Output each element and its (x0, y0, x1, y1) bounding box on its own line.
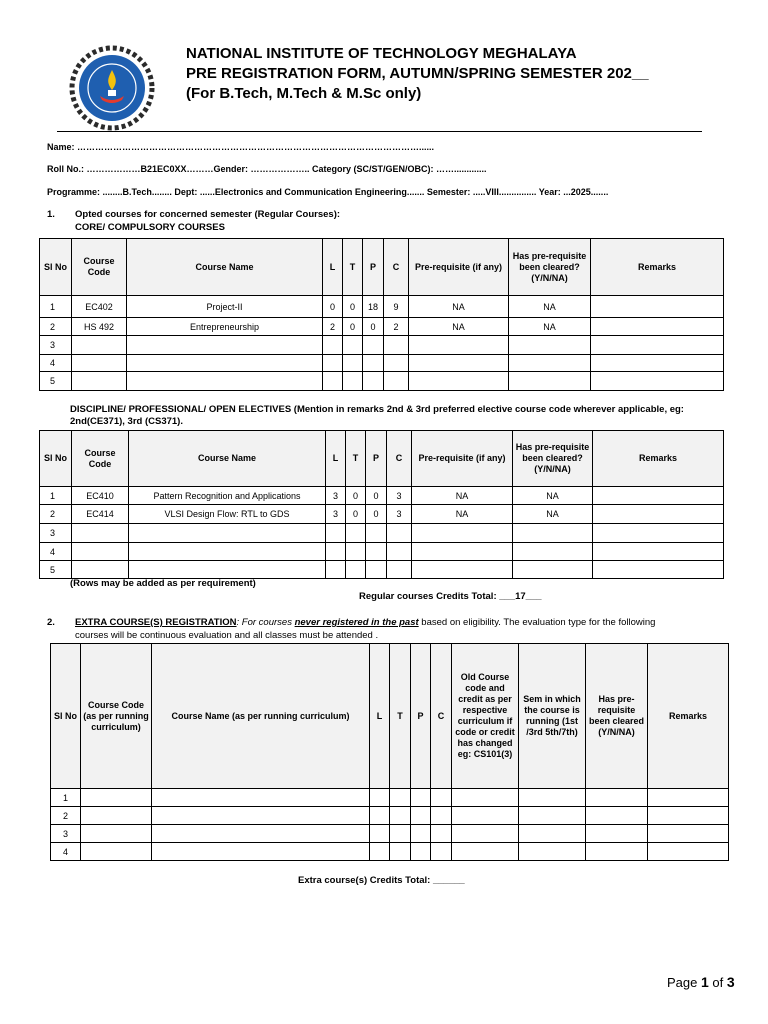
extra-credits-total[interactable]: Extra course(s) Credits Total: ______ (298, 875, 465, 886)
col-header-c: C (387, 431, 412, 487)
cell-remarks[interactable] (591, 372, 724, 391)
cell-p[interactable] (411, 807, 431, 825)
col-header-sl-no: Sl No (40, 431, 72, 487)
cell-prereq-cleared[interactable] (513, 524, 593, 543)
cell-c[interactable] (387, 561, 412, 579)
cell-prerequisite[interactable]: NA (412, 505, 513, 524)
cell-course-name[interactable] (127, 355, 323, 372)
cell-course-name[interactable]: Entrepreneurship (127, 318, 323, 336)
table-row (40, 543, 724, 561)
cell-prerequisite[interactable] (409, 336, 509, 355)
cell-remarks[interactable] (648, 807, 729, 825)
cell-prerequisite[interactable] (412, 561, 513, 579)
col-header-l: L (323, 239, 343, 296)
core-courses-heading: CORE/ COMPULSORY COURSES (75, 222, 225, 233)
regular-credits-total[interactable]: Regular courses Credits Total: ___17___ (359, 591, 542, 602)
cell-prereq-cleared[interactable] (586, 789, 648, 807)
cell-l[interactable] (370, 789, 390, 807)
cell-remarks[interactable] (593, 561, 724, 579)
cell-l[interactable] (326, 543, 346, 561)
cell-c[interactable] (384, 372, 409, 391)
col-header-t: T (346, 431, 366, 487)
col-header-p: P (411, 644, 431, 789)
cell-course-code[interactable] (72, 561, 129, 579)
cell-course-name[interactable] (127, 372, 323, 391)
cell-sl-no: 3 (40, 336, 72, 355)
cell-course-name[interactable] (129, 524, 326, 543)
cell-t[interactable] (390, 843, 411, 861)
col-header-prereq-cleared: Has pre-requisite been cleared? (Y/N/NA) (513, 431, 593, 487)
extra-header-row (51, 644, 729, 789)
elective-heading: DISCIPLINE/ PROFESSIONAL/ OPEN ELECTIVES (Mention in remarks 2nd & 3rd preferred elective course code wherever applicable, eg: (70, 404, 684, 415)
cell-l[interactable] (323, 336, 343, 355)
cell-t[interactable] (346, 543, 366, 561)
table-row (40, 336, 724, 355)
cell-p[interactable] (366, 543, 387, 561)
form-subtitle: (For B.Tech, M.Tech & M.Sc only) (186, 85, 422, 102)
cell-remarks[interactable] (593, 543, 724, 561)
col-header-prereq-cleared: Has pre-requisite been cleared (Y/N/NA) (586, 644, 648, 789)
col-header-prerequisite: Pre-requisite (if any) (409, 239, 509, 296)
cell-course-name[interactable] (152, 789, 370, 807)
col-header-c: C (384, 239, 409, 296)
col-header-remarks: Remarks (648, 644, 729, 789)
cell-l[interactable]: 3 (326, 487, 346, 505)
current-page: 1 (701, 974, 709, 990)
cell-course-name[interactable]: Project-II (127, 296, 323, 318)
col-header-sem-running: Sem in which the course is running (1st /3rd 5th/7th) (519, 644, 586, 789)
cell-sl-no: 4 (40, 543, 72, 561)
cell-t[interactable]: 0 (343, 296, 363, 318)
cell-p[interactable] (366, 561, 387, 579)
cell-prereq-cleared[interactable] (586, 825, 648, 843)
cell-course-code[interactable] (81, 825, 152, 843)
cell-prerequisite[interactable]: NA (409, 318, 509, 336)
extra-courses-table (50, 643, 729, 861)
cell-c[interactable] (431, 825, 452, 843)
cell-prereq-cleared[interactable]: NA (513, 505, 593, 524)
programme-dept-semester-field[interactable]: Programme: ........B.Tech........ Dept: ......Electronics and Communication Engineering....... Semester: .....VIII............... Year: ...2025....... (47, 187, 609, 197)
cell-t[interactable] (343, 355, 363, 372)
col-header-p: P (366, 431, 387, 487)
page-number (667, 974, 735, 990)
table-row (40, 524, 724, 543)
cell-t[interactable] (390, 825, 411, 843)
cell-l[interactable] (370, 825, 390, 843)
cell-course-name[interactable] (152, 825, 370, 843)
cell-t[interactable] (343, 372, 363, 391)
cell-course-name[interactable] (127, 336, 323, 355)
section1-number: 1. (47, 209, 55, 220)
col-header-course-code: Course Code (as per running curriculum) (81, 644, 152, 789)
cell-sl-no: 1 (40, 487, 72, 505)
cell-sl-no: 1 (51, 789, 81, 807)
col-header-sl-no: Sl No (40, 239, 72, 296)
cell-course-name[interactable] (152, 843, 370, 861)
cell-p[interactable]: 0 (363, 318, 384, 336)
cell-prereq-cleared[interactable]: NA (509, 296, 591, 318)
cell-remarks[interactable] (591, 336, 724, 355)
cell-p[interactable] (363, 355, 384, 372)
table-row (40, 487, 724, 505)
cell-c[interactable] (384, 336, 409, 355)
cell-course-code[interactable] (72, 372, 127, 391)
institute-logo (64, 40, 160, 136)
col-header-course-name: Course Name (129, 431, 326, 487)
cell-p[interactable] (411, 843, 431, 861)
cell-t[interactable]: 0 (343, 318, 363, 336)
cell-remarks[interactable] (593, 524, 724, 543)
cell-sl-no: 2 (40, 318, 72, 336)
col-header-course-name: Course Name (as per running curriculum) (152, 644, 370, 789)
cell-c[interactable]: 9 (384, 296, 409, 318)
col-header-course-code: Course Code (72, 239, 127, 296)
name-field[interactable]: Name: ……………………………………………………………………………………………………...... (47, 142, 435, 152)
cell-sl-no: 3 (40, 524, 72, 543)
col-header-t: T (343, 239, 363, 296)
cell-l[interactable] (326, 524, 346, 543)
col-header-l: L (326, 431, 346, 487)
cell-prereq-cleared[interactable] (509, 372, 591, 391)
cell-sl-no: 1 (40, 296, 72, 318)
total-pages: 3 (726, 974, 735, 990)
cell-remarks[interactable] (648, 789, 729, 807)
cell-course-code[interactable] (81, 789, 152, 807)
core-header-row (40, 239, 724, 296)
cell-l[interactable] (326, 561, 346, 579)
cell-p[interactable]: 18 (363, 296, 384, 318)
cell-remarks[interactable] (591, 318, 724, 336)
cell-sem-running[interactable] (519, 789, 586, 807)
cell-prerequisite[interactable] (409, 355, 509, 372)
table-row (51, 807, 729, 825)
cell-course-code[interactable] (81, 807, 152, 825)
col-header-sl-no: Sl No (51, 644, 81, 789)
cell-sem-running[interactable] (519, 807, 586, 825)
cell-course-code[interactable] (72, 355, 127, 372)
cell-course-code[interactable] (81, 843, 152, 861)
col-header-old-course-code: Old Course code and credit as per respective curriculum if code or credit has changed eg: CS101(3) (452, 644, 519, 789)
cell-t[interactable]: 0 (346, 505, 366, 524)
cell-course-name[interactable]: Pattern Recognition and Applications (129, 487, 326, 505)
cell-prereq-cleared[interactable] (509, 355, 591, 372)
table-row (40, 505, 724, 524)
section2-number: 2. (47, 617, 55, 628)
col-header-course-code: Course Code (72, 431, 129, 487)
page-label: Page (667, 975, 698, 990)
cell-remarks[interactable] (591, 296, 724, 318)
cell-course-code[interactable]: EC414 (72, 505, 129, 524)
cell-prerequisite[interactable] (412, 543, 513, 561)
cell-p[interactable] (366, 524, 387, 543)
cell-l[interactable] (370, 807, 390, 825)
cell-remarks[interactable] (593, 487, 724, 505)
section2-text-line2: courses will be continuous evaluation and all classes must be attended . (75, 630, 379, 641)
cell-old-course-code[interactable] (452, 807, 519, 825)
cell-c[interactable]: 3 (387, 505, 412, 524)
section2-emphasis: never registered in the past (294, 617, 419, 628)
cell-p[interactable] (363, 372, 384, 391)
table-row (40, 318, 724, 336)
cell-prereq-cleared[interactable] (509, 336, 591, 355)
cell-l[interactable] (370, 843, 390, 861)
col-header-c: C (431, 644, 452, 789)
cell-sl-no: 3 (51, 825, 81, 843)
cell-sl-no: 5 (40, 372, 72, 391)
section2-paragraph (75, 617, 655, 628)
cell-course-name[interactable] (129, 543, 326, 561)
cell-old-course-code[interactable] (452, 825, 519, 843)
cell-c[interactable]: 2 (384, 318, 409, 336)
cell-l[interactable] (323, 372, 343, 391)
cell-prereq-cleared[interactable] (513, 561, 593, 579)
cell-sl-no: 2 (51, 807, 81, 825)
cell-p[interactable] (411, 825, 431, 843)
cell-t[interactable] (346, 524, 366, 543)
cell-course-name[interactable] (129, 561, 326, 579)
cell-course-code[interactable]: EC410 (72, 487, 129, 505)
cell-prerequisite[interactable] (412, 524, 513, 543)
cell-prerequisite[interactable] (409, 372, 509, 391)
cell-c[interactable] (431, 807, 452, 825)
cell-c[interactable] (387, 524, 412, 543)
col-header-p: P (363, 239, 384, 296)
table-row (51, 789, 729, 807)
cell-c[interactable] (431, 843, 452, 861)
rows-note: (Rows may be added as per requirement) (70, 578, 256, 589)
of-label: of (712, 975, 724, 990)
col-header-t: T (390, 644, 411, 789)
cell-l[interactable]: 3 (326, 505, 346, 524)
cell-sem-running[interactable] (519, 843, 586, 861)
cell-remarks[interactable] (591, 355, 724, 372)
cell-prereq-cleared[interactable] (513, 543, 593, 561)
cell-c[interactable] (384, 355, 409, 372)
roll-gender-category-field[interactable]: Roll No.: ………………B21EC0XX………Gender: ……………….. Category (SC/ST/GEN/OBC): ……............. (47, 164, 487, 174)
cell-course-code[interactable] (72, 543, 129, 561)
institute-name: NATIONAL INSTITUTE OF TECHNOLOGY MEGHALAYA (186, 45, 577, 62)
col-header-prerequisite: Pre-requisite (if any) (412, 431, 513, 487)
table-row (40, 561, 724, 579)
cell-p[interactable]: 0 (366, 487, 387, 505)
cell-course-code[interactable] (72, 524, 129, 543)
section1-heading: Opted courses for concerned semester (Regular Courses): (75, 209, 341, 220)
cell-t[interactable] (390, 789, 411, 807)
header-divider (57, 131, 702, 132)
cell-sem-running[interactable] (519, 825, 586, 843)
table-row (51, 843, 729, 861)
cell-p[interactable] (411, 789, 431, 807)
cell-t[interactable] (346, 561, 366, 579)
cell-sl-no: 4 (40, 355, 72, 372)
cell-prereq-cleared[interactable] (586, 807, 648, 825)
elective-courses-table (39, 430, 724, 579)
cell-l[interactable]: 2 (323, 318, 343, 336)
cell-t[interactable]: 0 (346, 487, 366, 505)
table-row (40, 355, 724, 372)
table-row (40, 296, 724, 318)
cell-t[interactable] (343, 336, 363, 355)
cell-t[interactable] (390, 807, 411, 825)
core-courses-table (39, 238, 724, 391)
cell-p[interactable]: 0 (366, 505, 387, 524)
cell-remarks[interactable] (648, 825, 729, 843)
col-header-prereq-cleared: Has pre-requisite been cleared? (Y/N/NA) (509, 239, 591, 296)
cell-remarks[interactable] (593, 505, 724, 524)
cell-prereq-cleared[interactable] (586, 843, 648, 861)
elective-heading-example: 2nd(CE371), 3rd (CS371). (70, 416, 183, 427)
cell-sl-no: 2 (40, 505, 72, 524)
cell-prerequisite[interactable]: NA (412, 487, 513, 505)
cell-course-name[interactable]: VLSI Design Flow: RTL to GDS (129, 505, 326, 524)
elective-header-row (40, 431, 724, 487)
cell-l[interactable] (323, 355, 343, 372)
cell-remarks[interactable] (648, 843, 729, 861)
form-title: PRE REGISTRATION FORM, AUTUMN/SPRING SEMESTER 202__ (186, 65, 649, 82)
section2-text-b: based on eligibility. The evaluation type for the following (418, 617, 656, 628)
col-header-remarks: Remarks (591, 239, 724, 296)
cell-prereq-cleared[interactable]: NA (513, 487, 593, 505)
cell-c[interactable] (431, 789, 452, 807)
cell-old-course-code[interactable] (452, 843, 519, 861)
cell-sl-no: 4 (51, 843, 81, 861)
cell-p[interactable] (363, 336, 384, 355)
cell-course-code[interactable]: HS 492 (72, 318, 127, 336)
col-header-remarks: Remarks (593, 431, 724, 487)
cell-prereq-cleared[interactable]: NA (509, 318, 591, 336)
table-row (51, 825, 729, 843)
col-header-l: L (370, 644, 390, 789)
col-header-course-name: Course Name (127, 239, 323, 296)
cell-c[interactable] (387, 543, 412, 561)
cell-sl-no: 5 (40, 561, 72, 579)
cell-course-name[interactable] (152, 807, 370, 825)
section2-text-a: : For courses (236, 617, 295, 628)
cell-old-course-code[interactable] (452, 789, 519, 807)
section2-heading: EXTRA COURSE(S) REGISTRATION (75, 617, 237, 628)
cell-l[interactable]: 0 (323, 296, 343, 318)
cell-course-code[interactable] (72, 336, 127, 355)
cell-prerequisite[interactable]: NA (409, 296, 509, 318)
cell-course-code[interactable]: EC402 (72, 296, 127, 318)
table-row (40, 372, 724, 391)
cell-c[interactable]: 3 (387, 487, 412, 505)
